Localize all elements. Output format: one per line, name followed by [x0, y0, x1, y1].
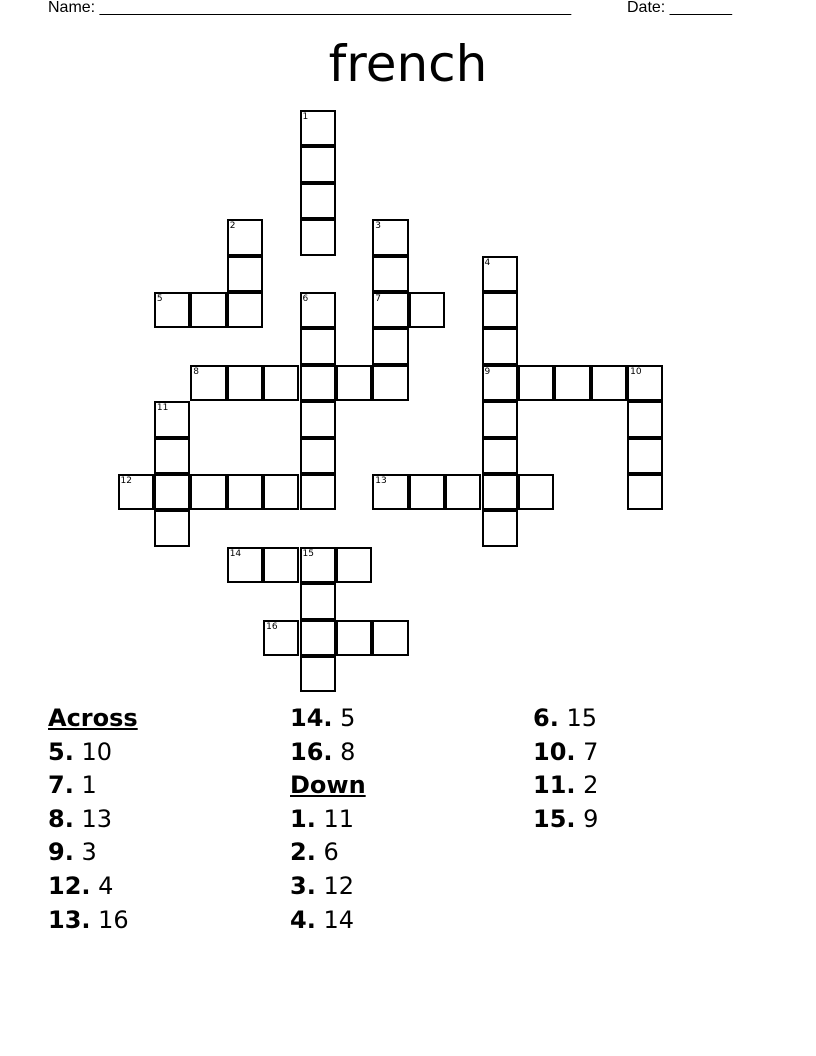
crossword-cell[interactable]	[482, 474, 518, 510]
clue-number: 9.	[48, 838, 74, 867]
cell-number: 3	[375, 221, 382, 232]
clue-item	[48, 836, 278, 870]
crossword-cell[interactable]	[154, 401, 190, 437]
clue-heading-label: Down	[290, 771, 366, 800]
clue-item	[48, 803, 278, 837]
crossword-cell[interactable]	[482, 510, 518, 546]
cell-number: 14	[229, 548, 242, 559]
crossword-cell[interactable]	[482, 292, 518, 328]
clue-text: 7	[583, 737, 599, 766]
crossword-cell[interactable]	[627, 401, 663, 437]
clue-item	[290, 702, 520, 736]
clue-column	[48, 702, 278, 937]
clue-item	[290, 836, 520, 870]
crossword-cell[interactable]	[336, 620, 372, 656]
clue-text: 8	[340, 737, 356, 766]
clue-text: 9	[583, 804, 599, 833]
crossword-cell[interactable]	[627, 438, 663, 474]
clue-number: 12.	[48, 871, 91, 900]
clue-number: 8.	[48, 804, 74, 833]
crossword-cell[interactable]	[154, 474, 190, 510]
clue-heading	[48, 702, 278, 736]
crossword-cell[interactable]	[190, 365, 226, 401]
clue-column	[290, 702, 520, 937]
crossword-cell[interactable]	[372, 292, 408, 328]
crossword-cell[interactable]	[372, 328, 408, 364]
clue-number: 14.	[290, 704, 333, 732]
crossword-cell[interactable]	[372, 474, 408, 510]
crossword-cell[interactable]	[263, 620, 299, 656]
clue-text: 10	[81, 737, 113, 766]
clue-number: 6.	[533, 704, 559, 732]
crossword-cell[interactable]	[627, 365, 663, 401]
clue-number: 2.	[290, 838, 316, 867]
crossword-cell[interactable]	[300, 365, 336, 401]
crossword-cell[interactable]	[300, 292, 336, 328]
crossword-cell[interactable]	[190, 474, 226, 510]
cell-number: 11	[156, 403, 169, 414]
crossword-cell[interactable]	[300, 656, 336, 692]
crossword-cell[interactable]	[300, 438, 336, 474]
crossword-cell[interactable]	[300, 401, 336, 437]
crossword-cell[interactable]	[227, 292, 263, 328]
clue-item	[290, 803, 520, 837]
crossword-cell[interactable]	[627, 474, 663, 510]
crossword-cell[interactable]	[300, 110, 336, 146]
clue-number: 13.	[48, 905, 91, 934]
clue-item	[48, 736, 278, 770]
crossword-cell[interactable]	[409, 292, 445, 328]
crossword-cell[interactable]	[227, 365, 263, 401]
cell-number: 4	[484, 257, 491, 268]
clue-text: 13	[81, 804, 113, 833]
clue-number: 10.	[533, 737, 576, 766]
crossword-cell[interactable]	[409, 474, 445, 510]
crossword-cell[interactable]	[300, 583, 336, 619]
crossword-cell[interactable]	[263, 547, 299, 583]
clue-text: 2	[583, 771, 599, 800]
crossword-cell[interactable]	[227, 256, 263, 292]
clue-number: 1.	[290, 804, 316, 833]
crossword-cell[interactable]	[336, 547, 372, 583]
clue-item	[48, 769, 278, 803]
crossword-cell[interactable]	[372, 365, 408, 401]
crossword-cell[interactable]	[227, 219, 263, 255]
crossword-cell[interactable]	[300, 620, 336, 656]
clue-item	[48, 870, 278, 904]
cell-number: 7	[375, 294, 382, 304]
date-field: Date: _______	[627, 0, 732, 16]
clue-number: 16.	[290, 737, 333, 766]
puzzle-title: french	[328, 35, 488, 93]
clue-heading-label: Across	[48, 704, 138, 732]
clue-number: 11.	[533, 771, 576, 800]
clue-item	[48, 904, 278, 938]
crossword-cell[interactable]	[482, 256, 518, 292]
crossword-cell[interactable]	[372, 256, 408, 292]
clue-heading	[290, 769, 520, 803]
crossword-cell[interactable]	[190, 292, 226, 328]
crossword-cell[interactable]	[591, 365, 627, 401]
clue-text: 15	[566, 704, 598, 732]
clue-text: 4	[98, 871, 114, 900]
crossword-cell[interactable]	[336, 365, 372, 401]
cell-number: 15	[302, 548, 314, 559]
crossword-cell[interactable]	[263, 365, 299, 401]
crossword-cell[interactable]	[300, 183, 336, 219]
clue-text: 11	[323, 804, 355, 833]
clue-number: 4.	[290, 905, 316, 934]
clue-number: 7.	[48, 771, 74, 800]
clue-column	[533, 702, 763, 836]
clue-text: 1	[81, 771, 97, 800]
clue-item	[290, 736, 520, 770]
crossword-cell[interactable]	[482, 328, 518, 364]
clue-item	[290, 904, 520, 938]
crossword-cell[interactable]	[300, 328, 336, 364]
clue-number: 5.	[48, 737, 74, 766]
cell-number: 13	[375, 476, 387, 486]
crossword-cell[interactable]	[372, 219, 408, 255]
crossword-cell[interactable]	[118, 474, 154, 510]
name-field: Name: _____________________________________________________	[48, 0, 572, 16]
crossword-cell[interactable]	[263, 474, 299, 510]
cell-number: 10	[630, 366, 642, 377]
crossword-cell[interactable]	[482, 401, 518, 437]
clue-item	[533, 769, 763, 803]
clue-text: 6	[323, 838, 339, 867]
clue-item	[533, 803, 763, 837]
crossword-cell[interactable]	[300, 219, 336, 255]
clue-text: 14	[323, 905, 355, 934]
crossword-cell[interactable]	[300, 146, 336, 182]
cell-number: 6	[302, 294, 309, 304]
clue-text: 16	[98, 905, 129, 934]
crossword-cell[interactable]	[154, 292, 190, 328]
cell-number: 8	[193, 366, 200, 377]
clue-text: 12	[323, 871, 355, 900]
crossword-cell[interactable]	[154, 438, 190, 474]
crossword-cell[interactable]	[372, 620, 408, 656]
crossword-cell[interactable]	[554, 365, 590, 401]
crossword-cell[interactable]	[154, 510, 190, 546]
cell-number: 2	[229, 221, 236, 232]
clue-number: 3.	[290, 871, 316, 900]
crossword-cell[interactable]	[227, 474, 263, 510]
clue-text: 5	[340, 704, 356, 732]
crossword-cell[interactable]	[300, 547, 336, 583]
clue-item	[290, 870, 520, 904]
clue-item	[533, 736, 763, 770]
crossword-cell[interactable]	[227, 547, 263, 583]
crossword-cell[interactable]	[518, 365, 554, 401]
clue-item	[533, 702, 763, 736]
cell-number: 9	[484, 366, 491, 377]
cell-number: 5	[156, 294, 163, 304]
clue-number: 15.	[533, 804, 576, 833]
cell-number: 1	[302, 112, 309, 122]
clue-text: 3	[81, 838, 97, 867]
cell-number: 12	[120, 476, 132, 486]
crossword-cell[interactable]	[445, 474, 481, 510]
crossword-cell[interactable]	[518, 474, 554, 510]
crossword-cell[interactable]	[482, 365, 518, 401]
cell-number: 16	[266, 621, 278, 632]
crossword-cell[interactable]	[300, 474, 336, 510]
crossword-cell[interactable]	[482, 438, 518, 474]
